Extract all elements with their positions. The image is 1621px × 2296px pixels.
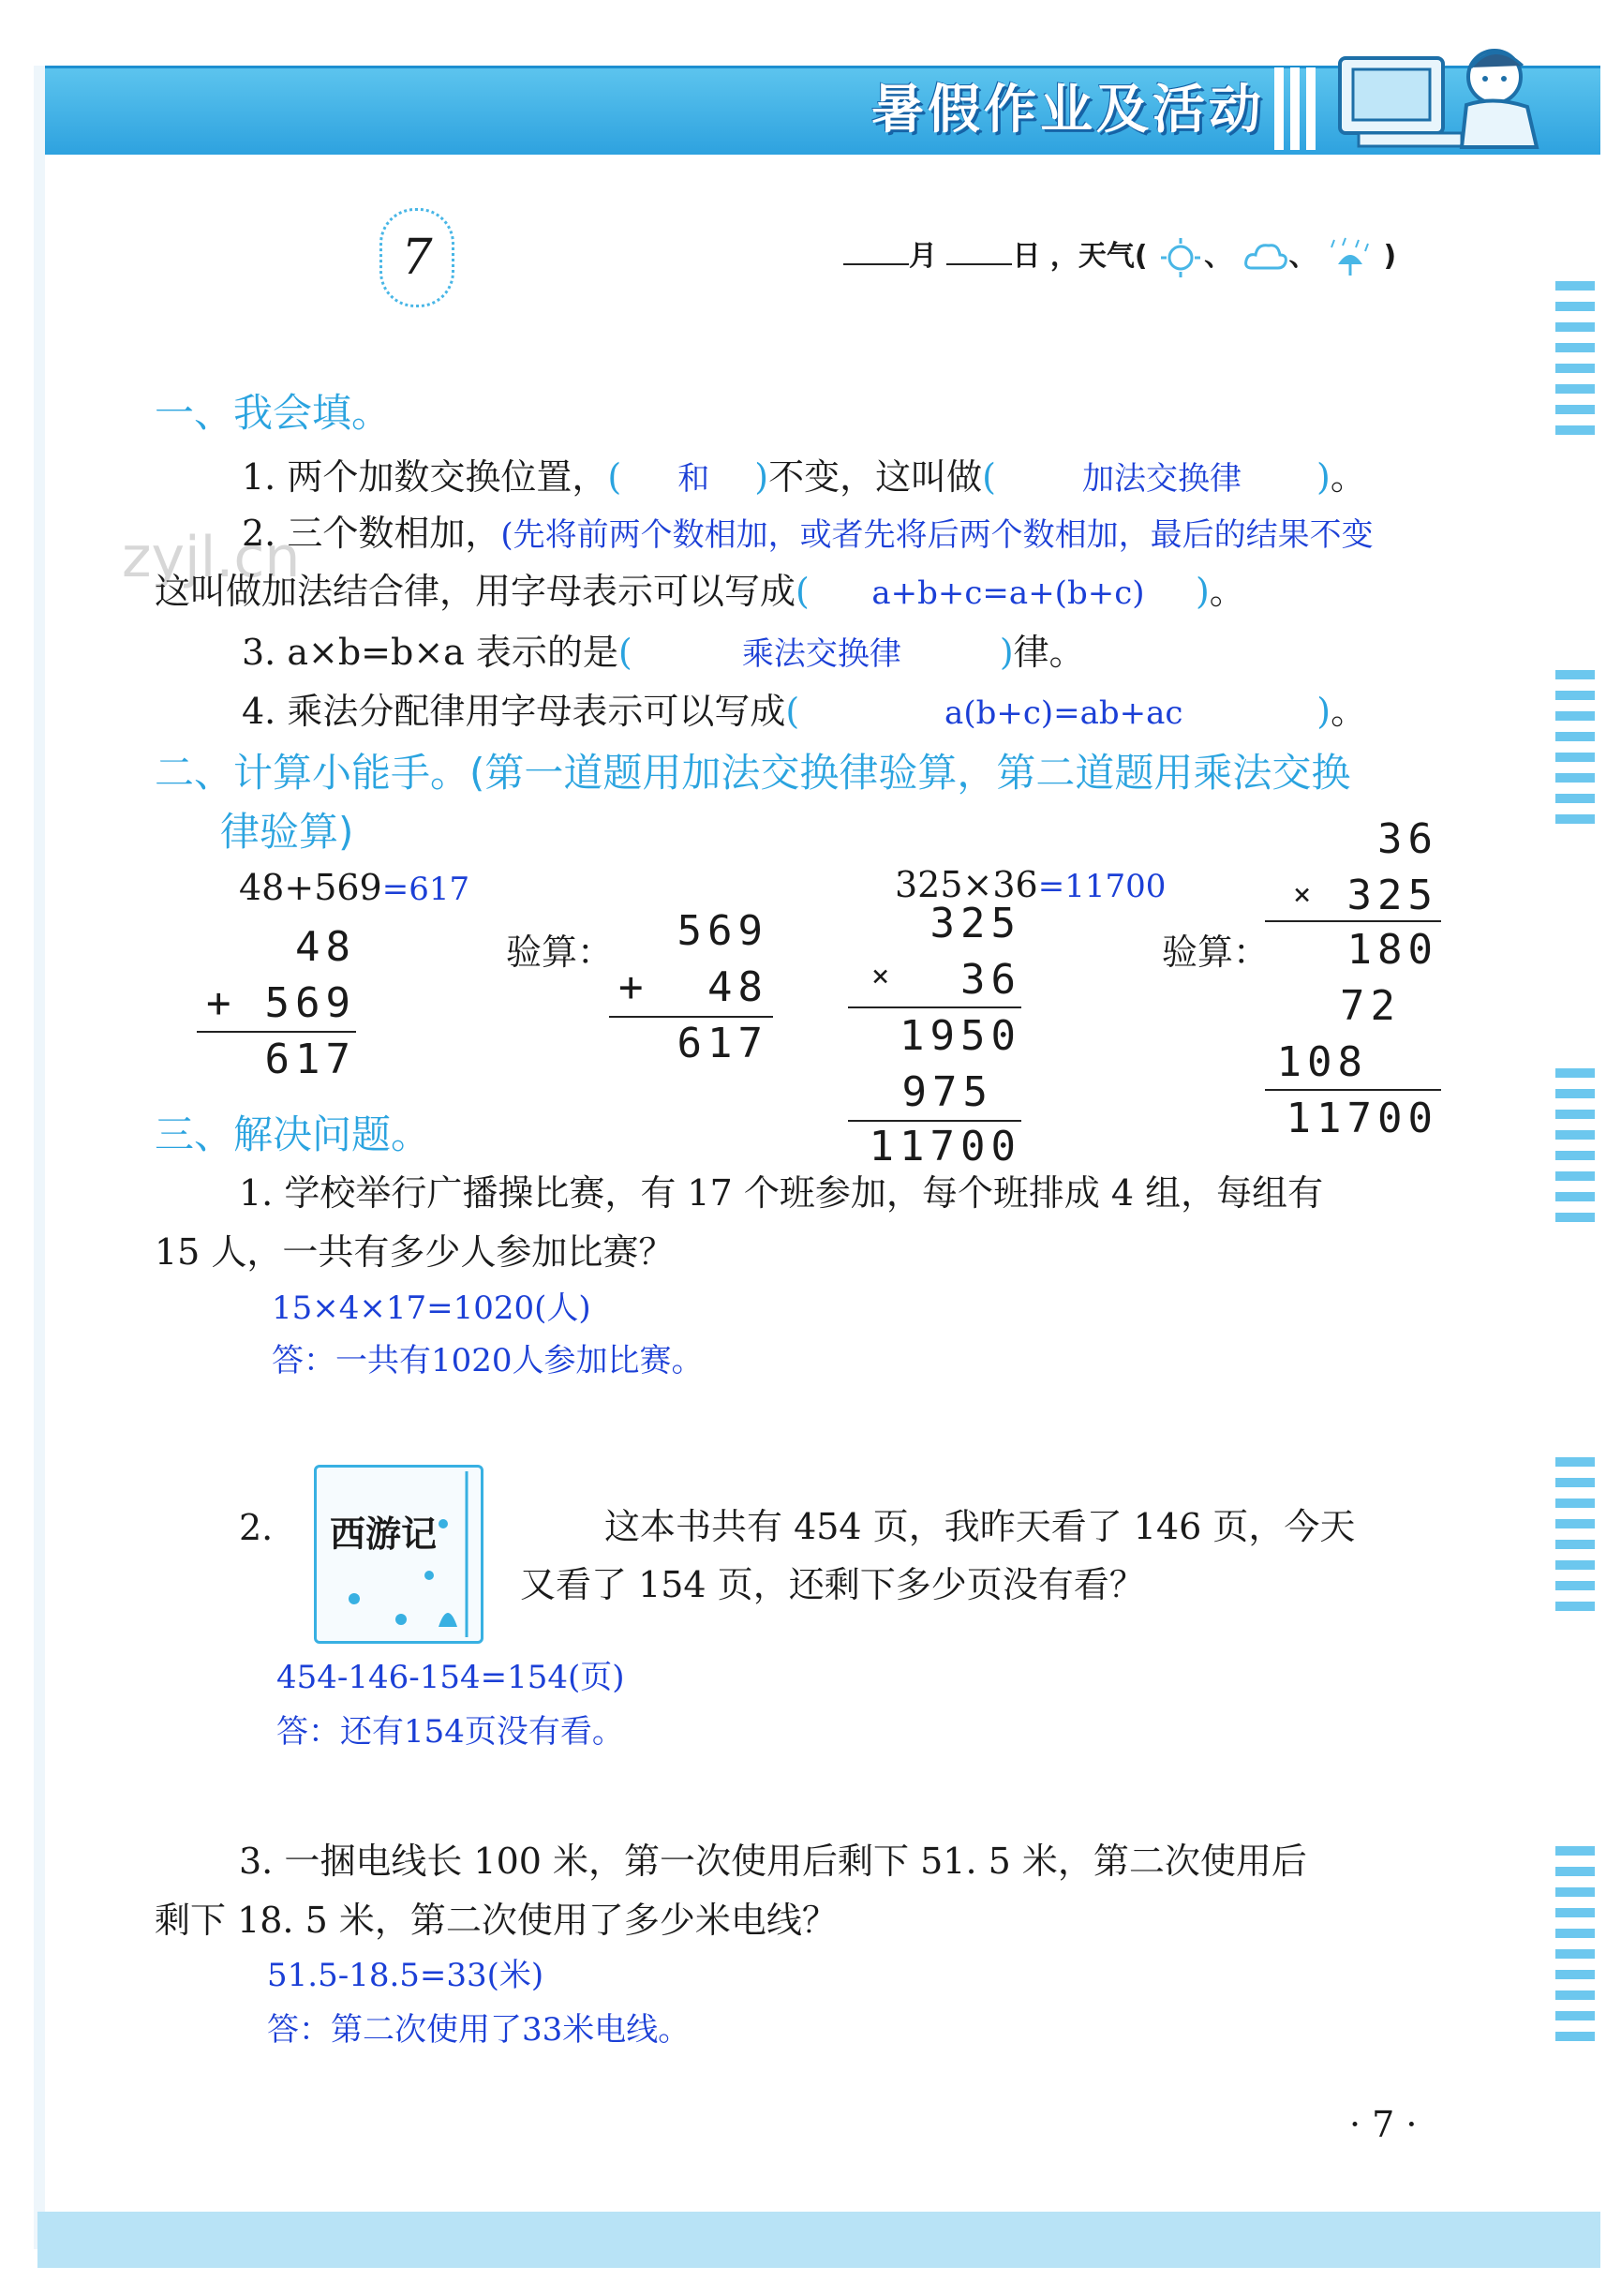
s2-p2-c-rule1 <box>1265 920 1441 922</box>
s2-p2-v-partial1[interactable]: 1950 <box>900 1012 1021 1060</box>
s2-p2-v-partial2[interactable]: 975 <box>901 1068 993 1116</box>
s2-p2-c-top[interactable]: 36 <box>1377 815 1438 863</box>
child-at-computer-illustration <box>1331 39 1565 152</box>
s1-q1-answer[interactable]: 和 <box>677 460 710 498</box>
side-stripes-3 <box>1555 1068 1595 1233</box>
s2-p1-c-op: + <box>618 963 649 1011</box>
s1-q1: 1. 两个加数交换位置，( 和 )不变，这叫做( 加法交换律 )。 <box>242 448 1366 499</box>
s2-p2-v-rule2 <box>848 1120 1021 1122</box>
s2-p2-answer[interactable]: =11700 <box>1037 868 1167 905</box>
s2-p2-expression: 325×36=11700 <box>895 864 1167 905</box>
book-title: 西游记 <box>330 1513 438 1555</box>
s2-p1-v-bottom: 569 <box>264 979 356 1027</box>
header-title: 暑假作业及活动 <box>871 80 1265 141</box>
day-label: 日 <box>1012 240 1041 273</box>
s2-p1-v-top: 48 <box>295 923 356 971</box>
s1-q3: 3. a×b=b×a 表示的是( 乘法交换律 )律。 <box>242 623 1085 675</box>
s2-p2-v-op: × <box>871 958 896 993</box>
s2-p1-v-rule <box>197 1031 356 1033</box>
day-blank[interactable] <box>946 263 1012 265</box>
cloud-icon[interactable] <box>1242 236 1289 279</box>
s2-p1-expression: 48+569=617 <box>239 867 470 908</box>
s1-q4-answer[interactable]: a(b+c)=ab+ac <box>944 694 1183 732</box>
paw-print-icon <box>317 1468 481 1641</box>
date-weather-line <box>843 232 1396 279</box>
s2-p2-c-rule2 <box>1265 1089 1441 1091</box>
s3-q3-calc[interactable]: 51.5-18.5=33(米) <box>267 1957 544 1994</box>
s1-q3-answer[interactable]: 乘法交换律 <box>741 635 901 673</box>
s2-p1-c-rule <box>609 1016 773 1018</box>
s2-p1-c-bottom[interactable]: 48 <box>707 963 768 1011</box>
s1-q2-answer-formula[interactable]: a+b+c=a+(b+c) <box>871 574 1145 612</box>
s3-q2-line2: 又看了 154 页，还剩下多少页没有看？ <box>520 1564 1145 1605</box>
section1-heading: 一、我会填。 <box>155 390 392 436</box>
side-stripes-5 <box>1555 1846 1595 2052</box>
s2-p2-c-partial2[interactable]: 72 <box>1340 982 1401 1030</box>
section3-heading: 三、解决问题。 <box>155 1111 431 1157</box>
month-blank[interactable] <box>843 263 909 265</box>
page-number: · 7 · <box>1349 2104 1418 2145</box>
s2-p2-c-op: × <box>1293 876 1317 912</box>
s2-p2-v-rule1 <box>848 1006 1021 1008</box>
weather-label: ，天气( <box>1049 240 1148 273</box>
footer-band <box>37 2212 1600 2268</box>
weather-sep-2: 、 <box>1288 240 1317 273</box>
side-stripes-1 <box>1555 281 1595 446</box>
section2-heading-cont: 律验算) <box>220 809 354 855</box>
header-bars <box>1274 67 1331 150</box>
s3-q3-line1: 3. 一捆电线长 100 米，第一次使用后剩下 51. 5 米，第二次使用后 <box>239 1841 1307 1882</box>
s2-p2-c-result[interactable]: 11700 <box>1286 1095 1438 1142</box>
rain-icon[interactable] <box>1327 236 1374 279</box>
lesson-number-badge: 7 <box>379 208 454 307</box>
side-stripes-4 <box>1555 1457 1595 1622</box>
month-label: 月 <box>909 240 937 273</box>
s3-q2-calc[interactable]: 454-146-154=154(页) <box>276 1659 625 1696</box>
s3-q1-answer[interactable]: 答：一共有1020人参加比赛。 <box>272 1342 704 1379</box>
s3-q2-line1: 这本书共有 454 页，我昨天看了 146 页，今天 <box>604 1506 1356 1547</box>
s2-p2-v-result[interactable]: 11700 <box>869 1123 1021 1170</box>
book-illustration <box>314 1465 483 1644</box>
s1-q2-answer-statement[interactable]: (先将前两个数相加，或者先将后两个数相加，最后的结果不变 <box>500 516 1374 554</box>
s2-p1-c-top[interactable]: 569 <box>677 907 768 955</box>
page-left-edge <box>34 66 45 2249</box>
s2-p1-answer[interactable]: =617 <box>381 871 470 908</box>
s1-q4: 4. 乘法分配律用字母表示可以写成( a(b+c)=ab+ac )。 <box>242 691 1367 732</box>
s1-q1-answer2[interactable]: 加法交换律 <box>1082 460 1242 498</box>
s2-p1-check-label: 验算： <box>506 932 614 973</box>
s2-p1-v-op: + <box>206 979 237 1027</box>
side-stripes-2 <box>1555 670 1595 835</box>
s2-p2-v-bottom: 36 <box>960 956 1021 1004</box>
s3-q1-line2: 15 人，一共有多少人参加比赛？ <box>155 1231 675 1273</box>
watermark: zyjl.cn <box>122 525 301 590</box>
weather-sep-1: 、 <box>1204 240 1233 273</box>
s3-q2-number: 2. <box>239 1507 274 1548</box>
s3-q3-line2: 剩下 18. 5 米，第二次使用了多少米电线？ <box>155 1900 838 1941</box>
s2-p2-c-partial3[interactable]: 108 <box>1276 1038 1368 1086</box>
section2-heading: 二、计算小能手。(第一道题用加法交换律验算，第二道题用乘法交换 <box>155 750 1351 796</box>
s2-p2-c-partial1[interactable]: 180 <box>1346 926 1438 974</box>
s1-q2-line1: 2. 三个数相加，(先将前两个数相加，或者先将后两个数相加，最后的结果不变 <box>242 513 1374 554</box>
s3-q1-calc[interactable]: 15×4×17=1020(人) <box>272 1290 591 1327</box>
s2-p1-v-result[interactable]: 617 <box>264 1036 356 1083</box>
s1-q2-line2: 这叫做加法结合律，用字母表示可以写成( a+b+c=a+(b+c) )。 <box>155 571 1245 612</box>
s3-q3-answer[interactable]: 答：第二次使用了33米电线。 <box>267 2011 691 2049</box>
s3-q1-line1: 1. 学校举行广播操比赛，有 17 个班参加，每个班排成 4 组，每组有 <box>239 1172 1324 1214</box>
s2-p1-c-result[interactable]: 617 <box>677 1020 768 1067</box>
s2-p2-check-label: 验算： <box>1162 932 1270 973</box>
s2-p2-v-top: 325 <box>929 900 1021 947</box>
weather-close: ) <box>1383 240 1397 273</box>
sun-icon[interactable] <box>1157 236 1204 279</box>
s3-q2-answer[interactable]: 答：还有154页没有看。 <box>276 1713 624 1751</box>
s2-p2-c-bottom[interactable]: 325 <box>1346 872 1438 919</box>
